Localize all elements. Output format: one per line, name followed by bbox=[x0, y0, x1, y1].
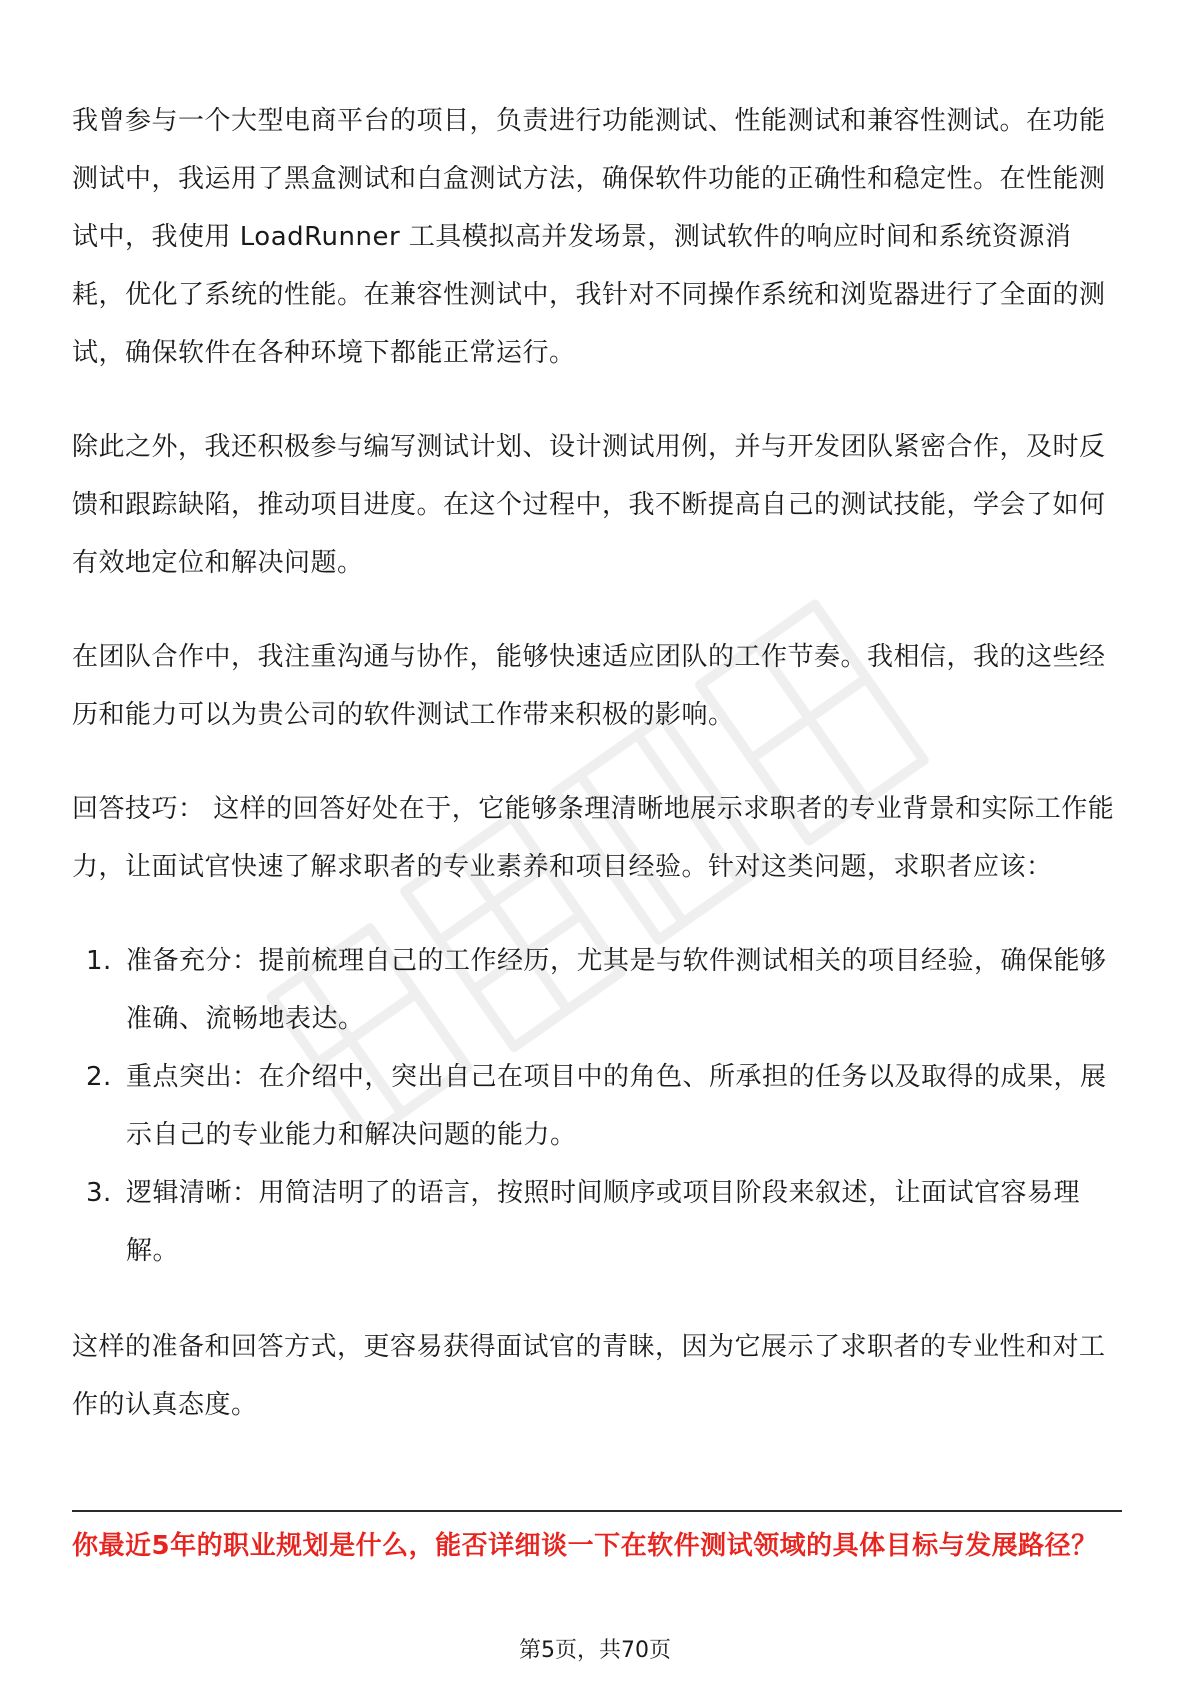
list-item bbox=[72, 1048, 1122, 1164]
list-item bbox=[72, 932, 1122, 1048]
paragraph-teamwork: 在团队合作中，我注重沟通与协作，能够快速适应团队的工作节奏。我相信，我的这些经历和能力可以为贵公司的软件测试工作带来积极的影响。 bbox=[72, 642, 1106, 730]
paragraph-additional-work: 除此之外，我还积极参与编写测试计划、设计测试用例，并与开发团队紧密合作，及时反馈和跟踪缺陷，推动项目进度。在这个过程中，我不断提高自己的测试技能，学会了如何有效地定位和解决问题。 bbox=[72, 432, 1106, 578]
paragraph-closing: 这样的准备和回答方式，更容易获得面试官的青睐，因为它展示了求职者的专业性和对工作的认真态度。 bbox=[72, 1332, 1106, 1420]
paragraph-answer-tips: 回答技巧： 这样的回答好处在于，它能够条理清晰地展示求职者的专业背景和实际工作能力，让面试官快速了解求职者的专业素养和项目经验。针对这类问题，求职者应该： bbox=[72, 794, 1115, 882]
next-question-heading: 你最近5年的职业规划是什么，能否详细谈一下在软件测试领域的具体目标与发展路径？ bbox=[72, 1531, 1098, 1561]
page-footer: 第5页，共70页 bbox=[519, 1638, 671, 1663]
list-item bbox=[72, 1164, 1122, 1280]
list-item-text: 逻辑清晰：用简洁明了的语言，按照时间顺序或项目阶段来叙述，让面试官容易理解。 bbox=[126, 1178, 1081, 1266]
tips-list bbox=[72, 932, 1122, 1280]
list-item-number: 1. bbox=[86, 946, 112, 976]
main-content bbox=[72, 92, 1122, 1470]
list-item-number: 2. bbox=[86, 1062, 112, 1092]
section-divider bbox=[72, 1510, 1122, 1512]
list-item-text: 准备充分：提前梳理自己的工作经历，尤其是与软件测试相关的项目经验，确保能够准确、流畅地表达。 bbox=[126, 946, 1107, 1034]
list-item-text: 重点突出：在介绍中，突出自己在项目中的角色、所承担的任务以及取得的成果，展示自己的专业能力和解决问题的能力。 bbox=[126, 1062, 1107, 1150]
list-item-number: 3. bbox=[86, 1178, 112, 1208]
paragraph-project-experience: 我曾参与一个大型电商平台的项目，负责进行功能测试、性能测试和兼容性测试。在功能测试中，我运用了黑盒测试和白盒测试方法，确保软件功能的正确性和稳定性。在性能测试中，我使用 LoadRunner 工具模拟高并发场景，测试软件的响应时间和系统资源消耗，优化了系统的性能。在兼容性测试中，我针对不同操作系统和浏览器进行了全面的测试，确保软件在各种环境下都能正常运行。 bbox=[72, 106, 1106, 368]
